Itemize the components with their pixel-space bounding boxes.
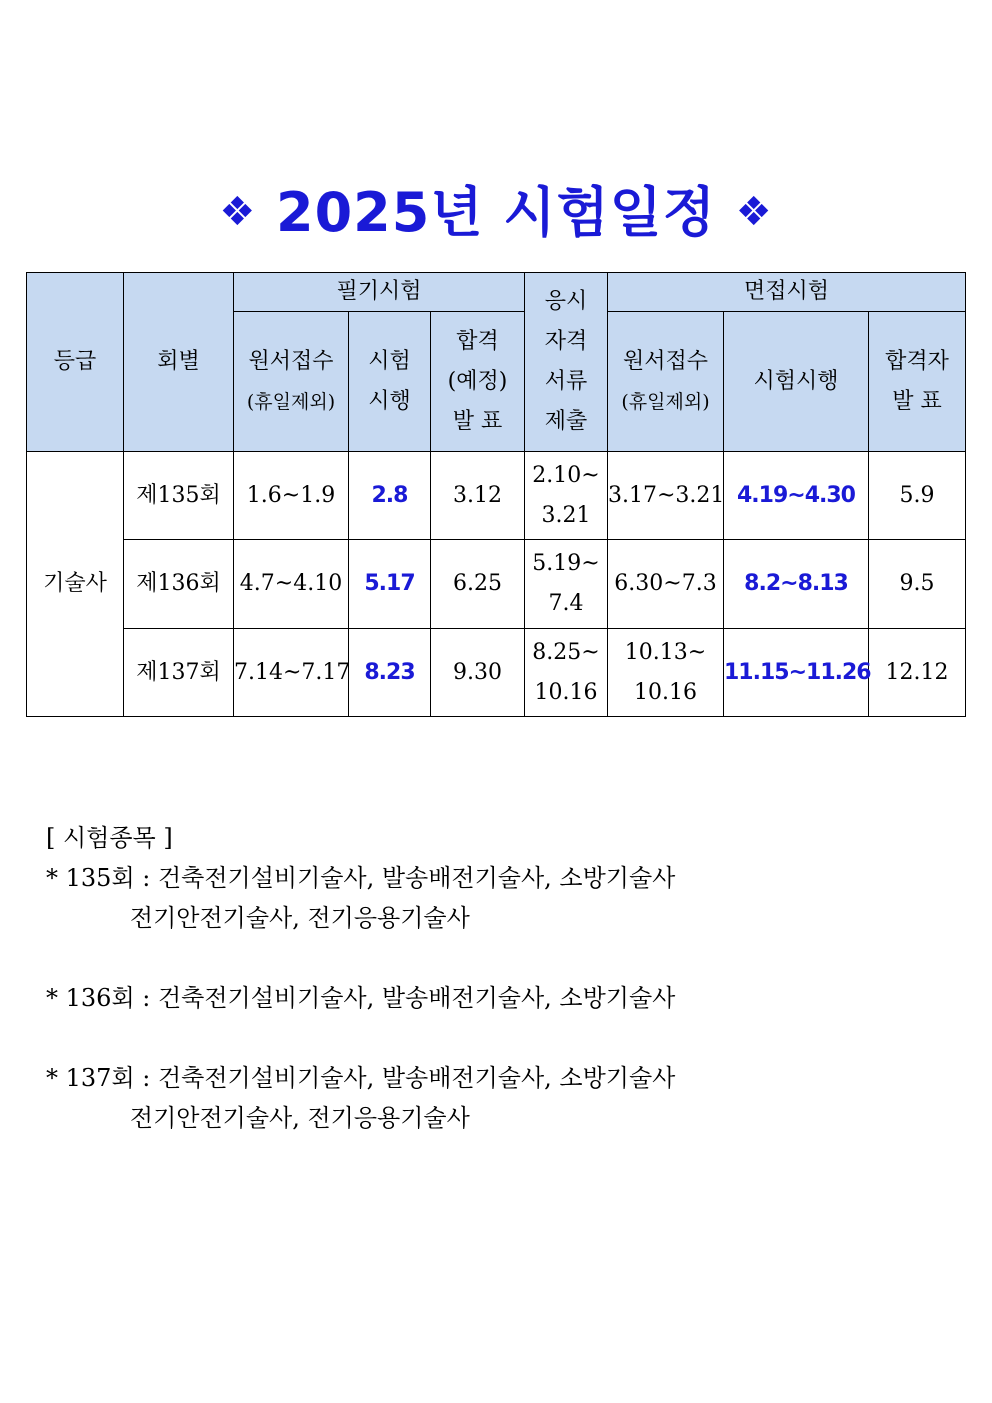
- interview-apply-cell: 10.13~ 10.16: [608, 629, 724, 717]
- written-exam-cell: 2.8: [349, 452, 431, 540]
- page-title: [0, 172, 992, 252]
- docs-cell: 5.19~ 7.4: [525, 540, 608, 629]
- header-docs: 응시 자격 서류 제출: [525, 273, 608, 452]
- written-pass-cell: 9.30: [431, 629, 525, 717]
- final-cell: 5.9: [869, 452, 966, 540]
- header-interview-exam: 시험시행: [724, 312, 869, 452]
- written-pass-cell: 6.25: [431, 540, 525, 629]
- written-pass-cell: 3.12: [431, 452, 525, 540]
- notes-line: * 135회 : 건축전기설비기술사, 발송배전기술사, 소방기술사: [46, 864, 676, 892]
- written-exam-cell: 8.23: [349, 629, 431, 717]
- round-cell: 제136회: [124, 540, 234, 629]
- header-grade: 등급: [27, 273, 124, 452]
- final-cell: 9.5: [869, 540, 966, 629]
- header-written-apply: 원서접수 (휴일제외): [234, 312, 349, 452]
- notes-heading: [ 시험종목 ]: [46, 824, 173, 852]
- header-round: 회별: [124, 273, 234, 452]
- title-text: 2025년 시험일정: [276, 181, 716, 244]
- interview-apply-cell: 6.30~7.3: [608, 540, 724, 629]
- notes-line: 전기안전기술사, 전기응용기술사: [46, 904, 470, 932]
- interview-exam-cell: 8.2~8.13: [724, 540, 869, 629]
- header-written-pass: 합격 (예정) 발 표: [431, 312, 525, 452]
- docs-cell: 8.25~ 10.16: [525, 629, 608, 717]
- notes-line: * 136회 : 건축전기설비기술사, 발송배전기술사, 소방기술사: [46, 984, 676, 1012]
- interview-exam-cell: 4.19~4.30: [724, 452, 869, 540]
- docs-cell: 2.10~ 3.21: [525, 452, 608, 540]
- written-apply-cell: 7.14~7.17: [234, 629, 349, 717]
- table-row: [27, 452, 966, 540]
- notes-line: * 137회 : 건축전기설비기술사, 발송배전기술사, 소방기술사: [46, 1064, 676, 1092]
- interview-exam-cell: 11.15~11.26: [724, 629, 869, 717]
- round-cell: 제135회: [124, 452, 234, 540]
- header-final: 합격자 발 표: [869, 312, 966, 452]
- written-apply-cell: 1.6~1.9: [234, 452, 349, 540]
- final-cell: 12.12: [869, 629, 966, 717]
- header-interview: 면접시험: [608, 273, 966, 312]
- diamond-icon-right: ❖: [735, 189, 773, 235]
- header-written: 필기시험: [234, 273, 525, 312]
- notes-line: 전기안전기술사, 전기응용기술사: [46, 1104, 470, 1132]
- diamond-icon-left: ❖: [219, 189, 257, 235]
- table-row: [27, 629, 966, 717]
- interview-apply-cell: 3.17~3.21: [608, 452, 724, 540]
- table-row: [27, 540, 966, 629]
- header-interview-apply: 원서접수 (휴일제외): [608, 312, 724, 452]
- round-cell: 제137회: [124, 629, 234, 717]
- exam-schedule-table: [26, 272, 966, 717]
- grade-cell: 기술사: [27, 452, 124, 717]
- exam-subjects: [46, 818, 946, 1138]
- written-apply-cell: 4.7~4.10: [234, 540, 349, 629]
- header-written-exam: 시험 시행: [349, 312, 431, 452]
- written-exam-cell: 5.17: [349, 540, 431, 629]
